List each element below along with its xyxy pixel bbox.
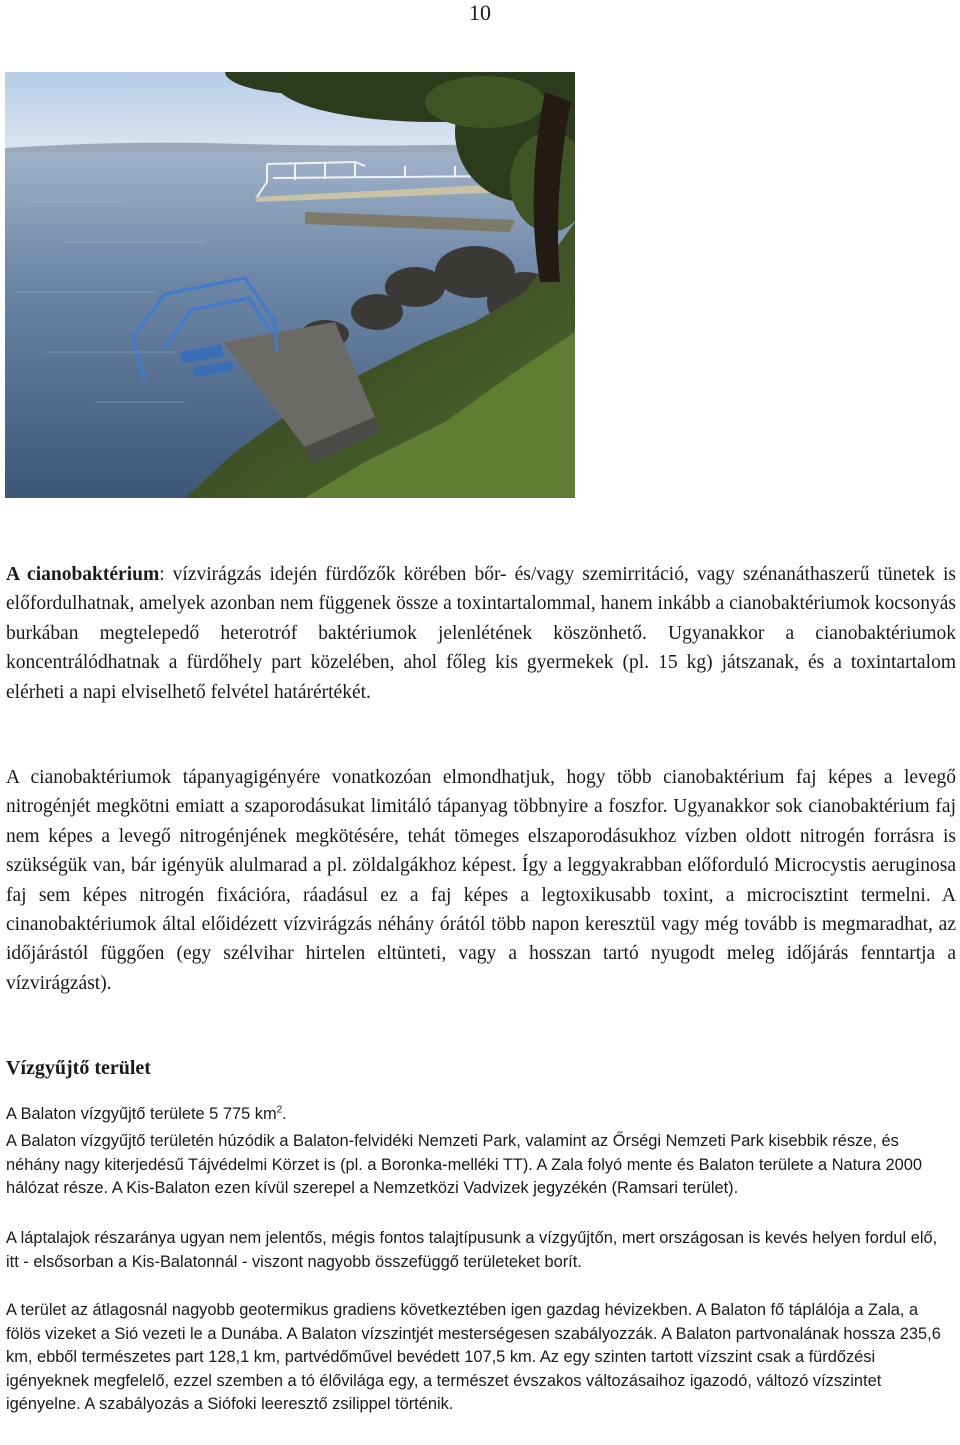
area-superscript: 2 (276, 1104, 283, 1116)
area-text: A Balaton vízgyűjtő területe 5 775 km (6, 1105, 277, 1123)
cyanobacteria-paragraph (6, 560, 956, 707)
protected-areas-paragraph: A Balaton vízgyűjtő területén húzódik a Balaton-felvidéki Nemzeti Park, valamint az Őrségi Nemzeti Park kisebbik része, és néhány nagy kiterjedésű Tájvédelmi Körzet is (pl. a Boronka-melléki TT). A Zala folyó mente és Balaton területe a Natura 2000 hálózat része. A Kis-Balaton ezen kívül szerepel a Nemzetközi Vadvizek jegyzékén (Ramsari terület). (6, 1132, 922, 1198)
page-number: 10 (469, 0, 491, 25)
area-suffix: . (282, 1105, 287, 1123)
lake-pier-photo (5, 72, 575, 498)
lead-term: A cianobaktérium (6, 564, 160, 585)
lake-pier-illustration (5, 72, 575, 498)
water-regulation-paragraph: A terület az átlagosnál nagyobb geotermikus gradiens következtében igen gazdag hévizekben. A Balaton fő táplálója a Zala, a fölös vizeket a Sió vezeti le a Dunába. A Balaton vízszintjét mesterségesen szabályozzák. A Balaton partvonalának hossza 235,6 km, ebből természetes part 128,1 km, partvédőművel bevédett 107,5 km. Az egy szinten tartott vízszint csak a fürdőzési igényeknek megfelelő, ezzel szemben a tó élővilága egy, a természet évszakos változásaihoz igazodó, változó vízszintet igényelne. A szabályozás a Siófoki leeresztő zsilippel történik. (6, 1301, 941, 1414)
paragraph-text: : vízvirágzás idején fürdőzők körében bőr- és/vagy szemirritáció, vagy szénanáthaszerű tünetek is előfordulhatnak, amelyek azonban nem függenek össze a toxintartalommal, hanem inkább a cianobaktériumok kocsonyás burkában megtelepedő heterotróf baktériumok jelenlétének köszönhető. Ugyanakkor a cianobaktériumok koncentrálódhatnak a fürdőhely part közelében, ahol főleg kis gyermekek (pl. 15 kg) játszanak, és a toxintartalom elérheti a napi elviselhető felvétel határértékét. (6, 564, 956, 703)
nutrient-paragraph: A cianobaktériumok tápanyagigényére vonatkozóan elmondhatjuk, hogy több cianobaktérium faj képes a levegő nitrogénjét megkötni emiatt a szaporodásukat limitáló tápanyag többnyire a foszfor. Ugyanakkor sok cianobaktérium faj nem képes a levegő nitrogénjének megkötésére, tehát tömeges elszaporodásukhoz vízben oldott nitrogén forrásra is szükségük van, bár igényük alulmarad a pl. zöldalgákhoz képest. Így a leggyakrabban előforduló Microcystis aeruginosa faj sem képes nitrogén fixációra, ráadásul ez a faj képes a legtoxikusabb toxint, a microcisztint termelni. A cinanobaktériumok által előidézett vízvirágzás néhány órától több napon keresztül vagy még tovább is megmaradhat, az időjárástól függően (egy szélvihar hirtelen eltünteti, vagy a hosszan tartó nyugodt meleg időjárás fenntartja a vízvirágzást). (6, 767, 956, 994)
section-heading: Vízgyűjtő terület (6, 1057, 151, 1079)
catchment-area-line (6, 1103, 954, 1127)
soil-paragraph: A láptalajok részaránya ugyan nem jelentős, mégis fontos talajtípusunk a vízgyűjtőn, mert országosan is kevés helyen fordul elő, itt - elsősorban a Kis-Balatonnál - viszont nagyobb összefüggő területeket borít. (6, 1229, 938, 1271)
